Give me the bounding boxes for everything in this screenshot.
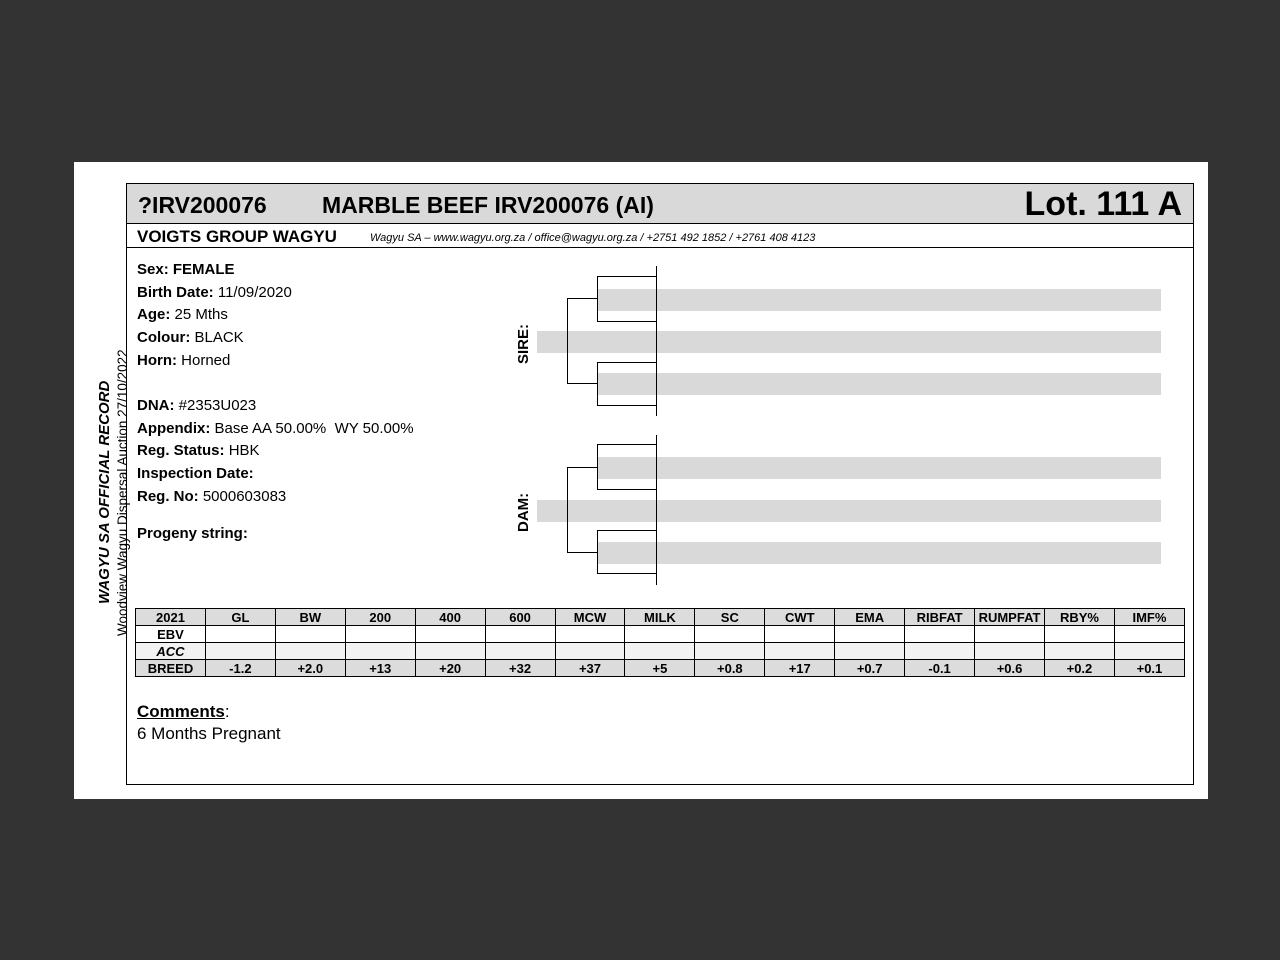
contact-line: Wagyu SA – www.wagyu.org.za / office@wagyu.org.za / +2751 492 1852 / +2761 408 4123 [370,232,816,244]
dna-value: #2353U023 [178,397,257,414]
comments-section: Comments: 6 Months Pregnant [137,702,281,743]
dam-dam-bracket-bottom [597,573,657,574]
ebv-cell [555,626,625,643]
sale-info-vertical: Woodview Wagyu Dispersal Auction 27/10/2022 [115,349,130,636]
ebv-table [135,608,1185,677]
colour-label: Colour: [137,329,191,346]
reg-status-value: HBK [228,442,260,459]
ebv-cell [765,626,835,643]
dam-dam-bracket-top [597,530,657,531]
ebv-col-header: MCW [555,609,625,626]
ebv-cell [345,626,415,643]
birth-date-value: 11/09/2020 [217,284,292,301]
sire-dam-bar [598,373,1161,395]
acc-row [136,643,1185,660]
breed-cell: +20 [415,660,485,677]
dam-name-bar [537,500,1161,522]
ebv-col-header: RBY% [1044,609,1114,626]
acc-cell [555,643,625,660]
breed-cell: +13 [345,660,415,677]
ebv-header-row [136,609,1185,626]
ebv-year: 2021 [136,609,206,626]
ebv-cell [905,626,975,643]
appendix-value: Base AA 50.00% WY 50.00% [214,420,414,437]
dam-sire-bracket [597,444,598,490]
birth-date-row [137,284,292,301]
sire-dam-bracket-top [597,362,657,363]
breed-cell: +5 [625,660,695,677]
breed-cell: +0.6 [975,660,1045,677]
breed-cell: +0.2 [1044,660,1114,677]
reg-no-label: Reg. No: [137,488,199,505]
ebv-col-header: CWT [765,609,835,626]
sire-sire-bar [598,289,1161,311]
ebv-cell [975,626,1045,643]
sire-sire-bracket [597,276,598,322]
horn-row [137,352,230,369]
animal-id-code: ?IRV200076 [138,192,267,218]
dam-bracket-top [567,467,597,468]
subheader-bar [127,224,1193,248]
acc-cell [275,643,345,660]
breed-cell: -0.1 [905,660,975,677]
dna-label: DNA: [137,397,175,414]
colour-value: BLACK [194,329,244,346]
ebv-col-header: BW [275,609,345,626]
ebv-cell [1114,626,1184,643]
sire-dam-bracket [597,362,598,406]
ebv-cell [275,626,345,643]
ebv-cell [625,626,695,643]
breeder-name: VOIGTS GROUP WAGYU [137,227,337,246]
ebv-cell [415,626,485,643]
breed-cell: +2.0 [275,660,345,677]
ebv-col-header: MILK [625,609,695,626]
age-label: Age: [137,306,171,323]
record-title-vertical: WAGYU SA OFFICIAL RECORD [96,380,113,604]
sex-value: FEMALE [172,261,235,278]
ebv-col-header: EMA [835,609,905,626]
acc-cell [765,643,835,660]
ebv-cell [695,626,765,643]
inspection-date-label: Inspection Date: [137,465,254,482]
sire-bracket [567,298,568,384]
ebv-col-header: SC [695,609,765,626]
dam-label: DAM: [515,492,532,532]
sex-label: Sex: [137,261,169,278]
breed-cell: +17 [765,660,835,677]
sire-vertical-line [656,266,657,416]
ebv-col-header: 600 [485,609,555,626]
sire-sire-bracket-top [597,276,657,277]
birth-date-label: Birth Date: [137,284,214,301]
appendix-row [137,420,414,437]
dam-vertical-line [656,435,657,585]
acc-cell [1114,643,1184,660]
inspection-date-row [137,465,254,482]
record-card [126,183,1194,785]
sire-name-bar [537,331,1161,353]
dam-sire-bar [598,457,1161,479]
sex-row [137,261,235,278]
sire-sire-bracket-bottom [597,321,657,322]
acc-cell [625,643,695,660]
horn-label: Horn: [137,352,177,369]
ebv-cell [1044,626,1114,643]
appendix-label: Appendix: [137,420,211,437]
sire-label: SIRE: [515,323,532,364]
reg-no-row [137,488,286,505]
ebv-col-header: GL [205,609,275,626]
age-row [137,306,228,323]
ebv-col-header: RIBFAT [905,609,975,626]
acc-cell [345,643,415,660]
acc-cell [695,643,765,660]
ebv-row [136,626,1185,643]
acc-cell [485,643,555,660]
ebv-col-header: 200 [345,609,415,626]
lot-number: Lot. 111 A [1024,185,1182,223]
progeny-row [137,525,248,542]
reg-status-label: Reg. Status: [137,442,225,459]
dam-bracket [567,467,568,553]
breed-cell: +0.8 [695,660,765,677]
acc-cell [205,643,275,660]
acc-cell [905,643,975,660]
breed-row [136,660,1185,677]
ebv-col-header: RUMPFAT [975,609,1045,626]
acc-cell [1044,643,1114,660]
breed-row-label: BREED [136,660,206,677]
dam-sire-bracket-top [597,444,657,445]
acc-cell [975,643,1045,660]
breed-cell: +37 [555,660,625,677]
ebv-cell [205,626,275,643]
ebv-cell [485,626,555,643]
breed-cell: -1.2 [205,660,275,677]
ebv-col-header: IMF% [1114,609,1184,626]
acc-row-label: ACC [136,643,206,660]
age-value: 25 Mths [174,306,228,323]
reg-status-row [137,442,260,459]
breed-cell: +0.7 [835,660,905,677]
animal-name: MARBLE BEEF IRV200076 (AI) [322,192,654,218]
dam-bracket-bottom [567,552,597,553]
progeny-label: Progeny string: [137,525,248,542]
dam-sire-bracket-bottom [597,489,657,490]
sire-bracket-bottom [567,383,597,384]
header-bar [127,184,1193,224]
breed-cell: +0.1 [1114,660,1184,677]
sire-bracket-top [567,298,597,299]
breed-cell: +32 [485,660,555,677]
dam-dam-bar [598,542,1161,564]
comments-label: Comments [137,702,225,721]
comments-text: 6 Months Pregnant [137,724,281,743]
acc-cell [835,643,905,660]
acc-cell [415,643,485,660]
dna-row [137,397,256,414]
colour-row [137,329,244,346]
ebv-cell [835,626,905,643]
reg-no-value: 5000603083 [202,488,287,505]
horn-value: Horned [181,352,231,369]
ebv-row-label: EBV [136,626,206,643]
sire-dam-bracket-bottom [597,405,657,406]
dam-dam-bracket [597,530,598,574]
ebv-col-header: 400 [415,609,485,626]
